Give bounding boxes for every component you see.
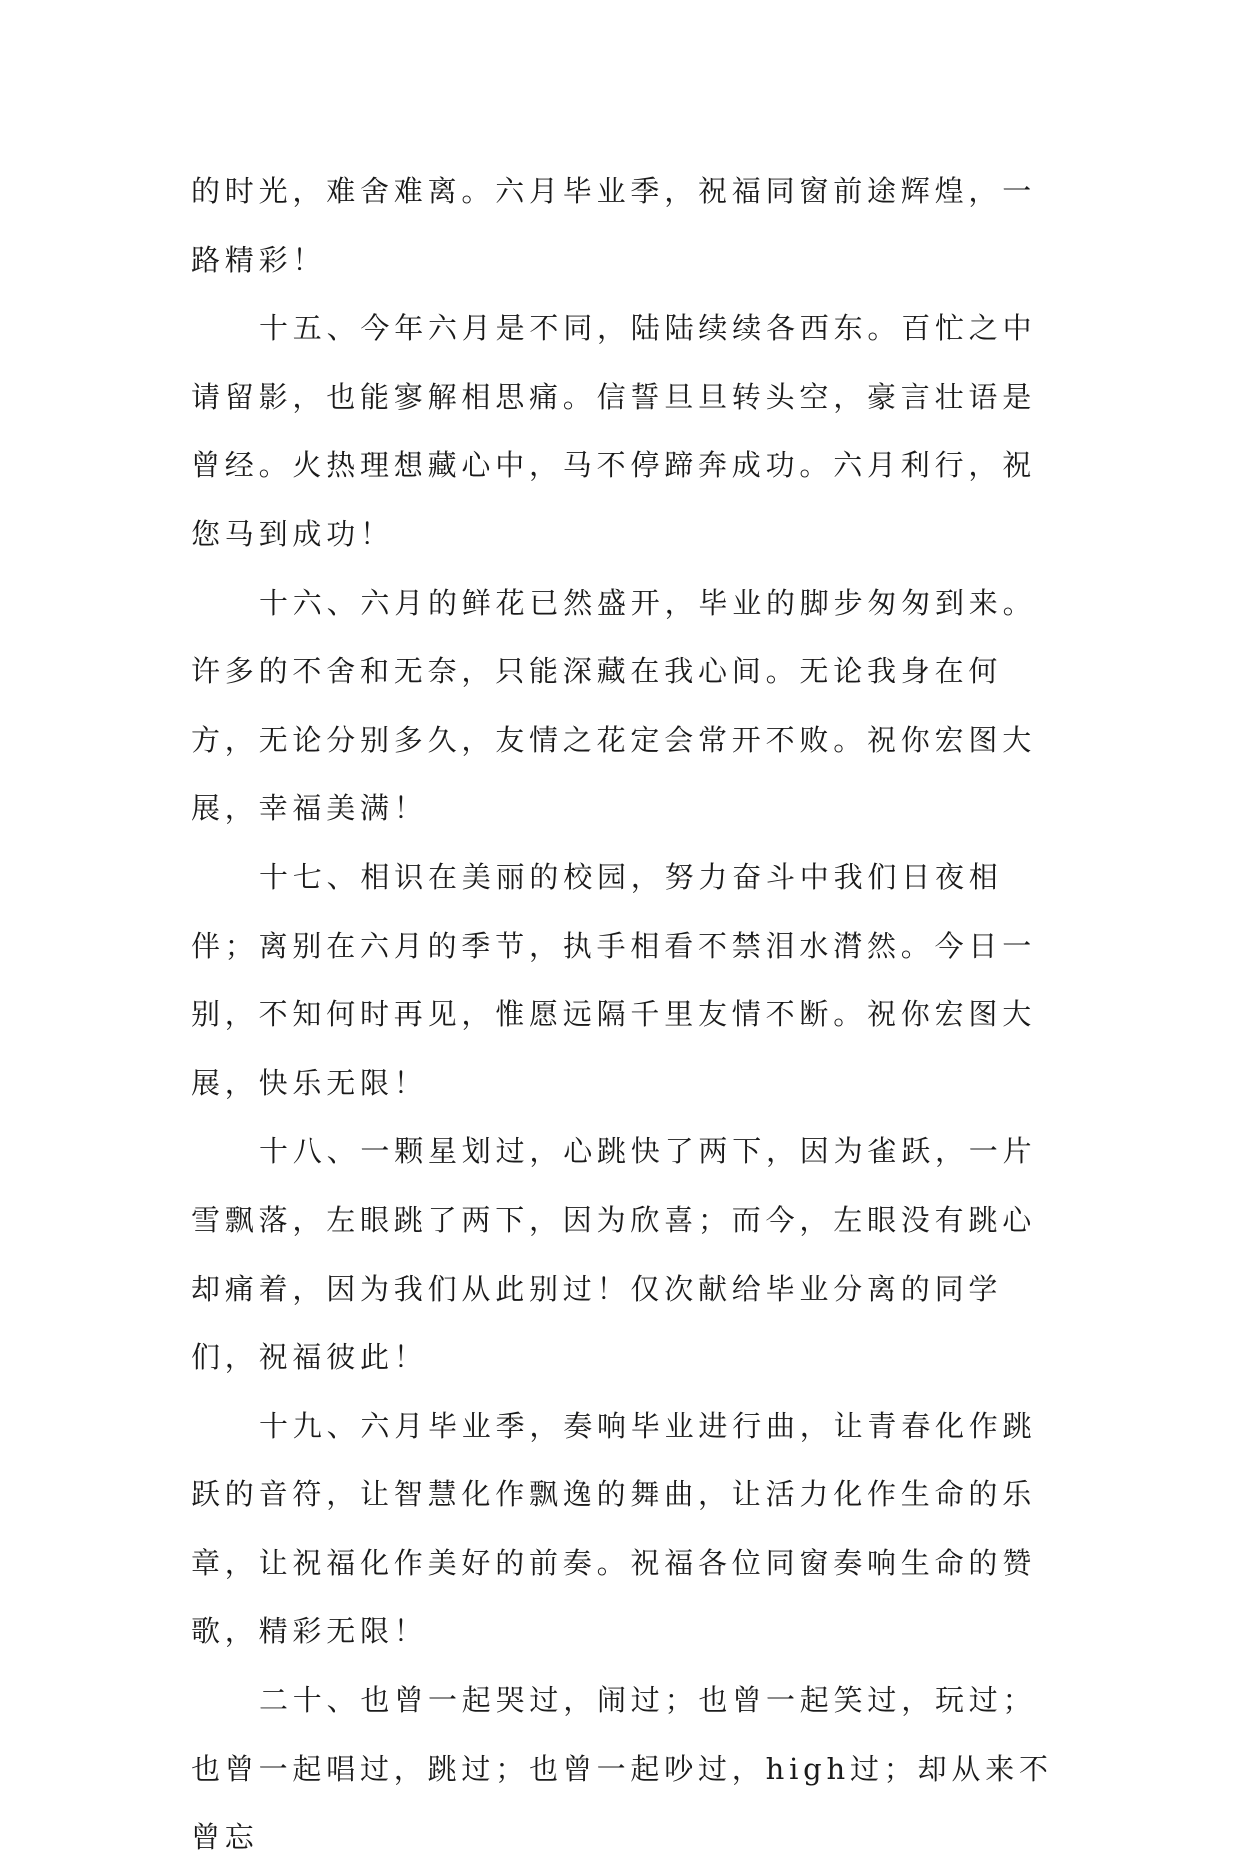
paragraph-20: 二十、也曾一起哭过，闹过；也曾一起笑过，玩过；也曾一起唱过，跳过；也曾一起吵过，high过；却从来不曾忘 [191, 1683, 1053, 1855]
paragraph-17: 十七、相识在美丽的校园，努力奋斗中我们日夜相伴；离别在六月的季节，执手相看不禁泪水潸然。今日一别，不知何时再见，惟愿远隔千里友情不断。祝你宏图大展，快乐无限！ [191, 859, 1037, 1100]
paragraph-16: 十六、六月的鲜花已然盛开，毕业的脚步匆匆到来。许多的不舍和无奈，只能深藏在我心间。无论我身在何方，无论分别多久，友情之花定会常开不败。祝你宏图大展，幸福美满！ [191, 585, 1037, 826]
paragraph-continuation: 的时光，难舍难离。六月毕业季，祝福同窗前途辉煌，一路精彩！ [191, 174, 1037, 277]
paragraph-15: 十五、今年六月是不同，陆陆续续各西东。百忙之中请留影，也能寥解相思痛。信誓旦旦转头空，豪言壮语是曾经。火热理想藏心中，马不停蹄奔成功。六月利行，祝您马到成功！ [191, 311, 1037, 551]
paragraph-18: 十八、一颗星划过，心跳快了两下，因为雀跃，一片雪飘落，左眼跳了两下，因为欣喜；而今，左眼没有跳心却痛着，因为我们从此别过！仅次献给毕业分离的同学们，祝福彼此！ [191, 1134, 1037, 1375]
paragraph-19: 十九、六月毕业季，奏响毕业进行曲，让青春化作跳跃的音符，让智慧化作飘逸的舞曲，让活力化作生命的乐章，让祝福化作美好的前奏。祝福各位同窗奏响生命的赞歌，精彩无限！ [191, 1408, 1037, 1649]
document-body [191, 157, 1061, 1872]
